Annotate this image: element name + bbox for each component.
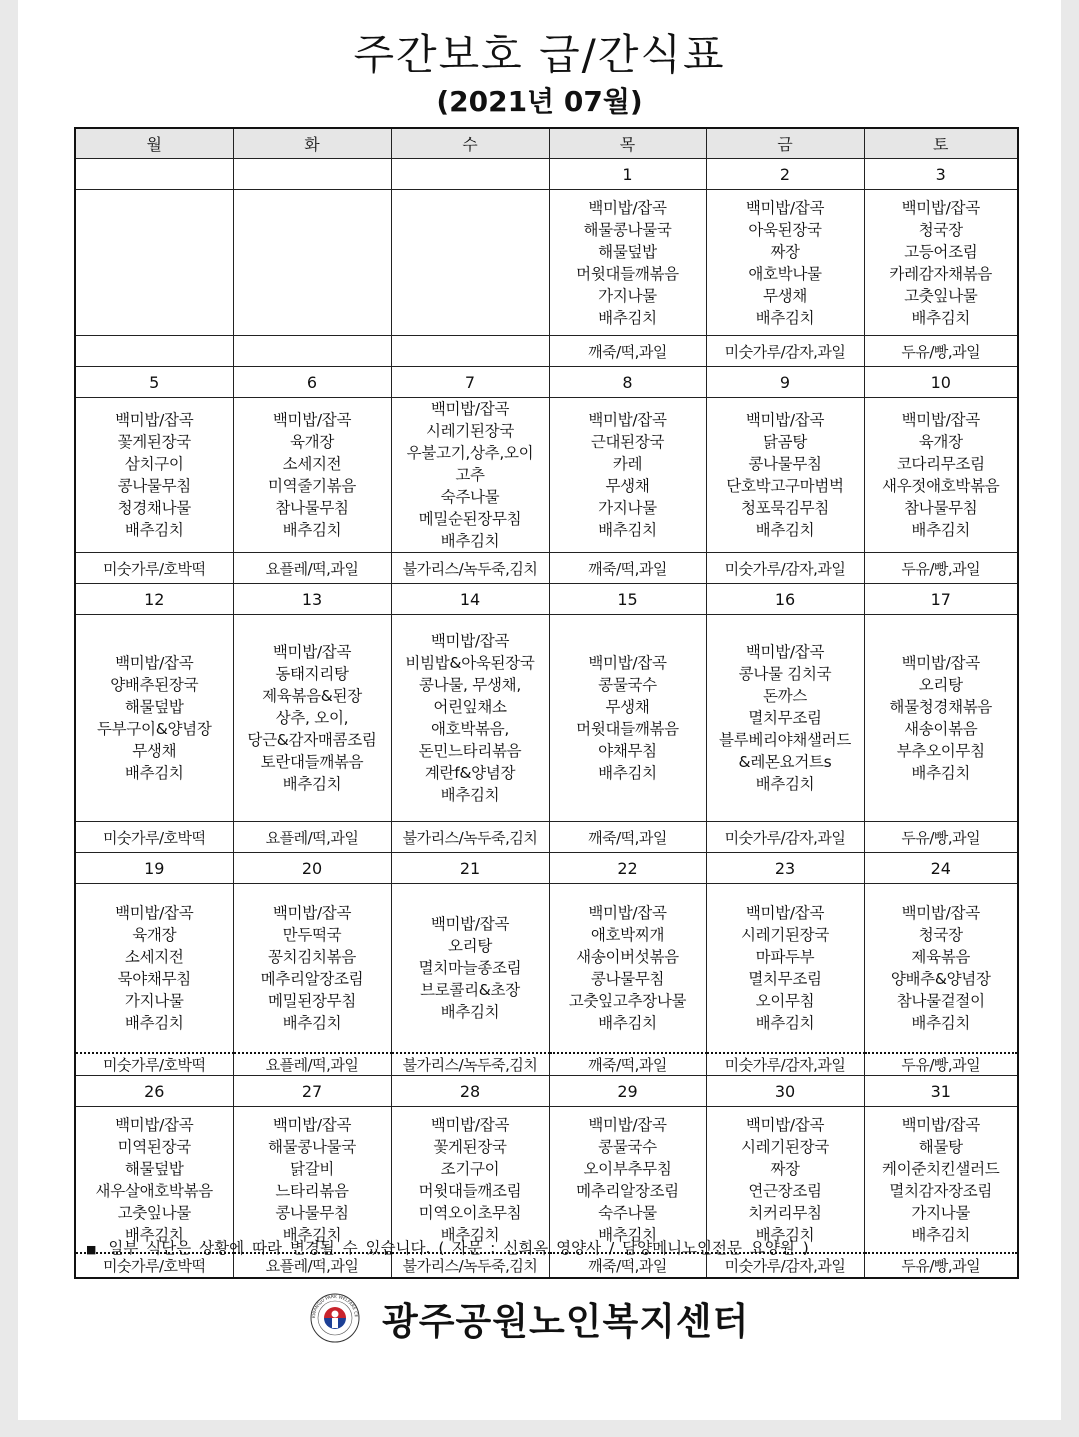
menu-item: 콩나물, 무생채, bbox=[419, 676, 521, 694]
snack-cell: 깨죽/떡,과일 bbox=[549, 822, 706, 853]
menu-item: 제육볶음 bbox=[911, 948, 971, 966]
menu-item: 멸치무조림 bbox=[748, 709, 822, 727]
menu-item: 느타리볶음 bbox=[275, 1181, 349, 1200]
date-cell: 9 bbox=[706, 367, 864, 398]
menu-item: 콩나물무침 bbox=[275, 1203, 349, 1222]
footnote bbox=[86, 1236, 809, 1258]
menu-item: 육개장 bbox=[289, 433, 335, 451]
menu-item: 백미밥/잡곡 bbox=[588, 198, 667, 217]
menu-item: 배추김치 bbox=[124, 1014, 184, 1032]
menu-item: 백미밥/잡곡 bbox=[430, 915, 510, 933]
date-cell: 6 bbox=[233, 367, 391, 398]
day-header: 수 bbox=[391, 128, 549, 159]
snack-row bbox=[75, 336, 1018, 367]
menu-item: 백미밥/잡곡 bbox=[272, 643, 352, 661]
menu-item: 청포묵김무침 bbox=[740, 499, 830, 517]
menu-item: 해물청경채볶음 bbox=[889, 698, 993, 716]
menu-item: 숙주나물 bbox=[440, 488, 500, 506]
menu-item: 배추김치 bbox=[124, 521, 184, 539]
meal-cell bbox=[549, 884, 706, 1054]
menu-item: 육개장 bbox=[918, 433, 963, 451]
date-cell: 5 bbox=[75, 367, 233, 398]
menu-item: 백미밥/잡곡 bbox=[430, 1115, 510, 1134]
date-cell: 31 bbox=[864, 1076, 1018, 1107]
menu-item: 배추김치 bbox=[598, 308, 657, 327]
meal-cell bbox=[864, 1107, 1018, 1254]
logo-text: KWANGJU PARK WELFARE CE bbox=[311, 1294, 359, 1319]
menu-item: 백미밥/잡곡 bbox=[745, 411, 825, 429]
snack-cell: 깨죽/떡,과일 bbox=[549, 553, 706, 584]
menu-item: 애호박볶음, bbox=[431, 720, 509, 738]
day-header: 목 bbox=[549, 128, 706, 159]
emblem-logo-icon bbox=[310, 1293, 360, 1343]
menu-item: 돈민느타리볶음 bbox=[418, 742, 522, 760]
snack-cell: 미숫가루/감자,과일 bbox=[706, 1253, 864, 1278]
meal-cell bbox=[75, 884, 233, 1054]
menu-item: 백미밥/잡곡 bbox=[115, 411, 194, 429]
menu-item: 돈까스 bbox=[762, 687, 808, 705]
menu-item: 메추리알장조림 bbox=[576, 1181, 679, 1200]
menu-item: 배추김치 bbox=[440, 532, 500, 550]
menu-item: 우불고기,상추,오이 bbox=[406, 444, 534, 462]
date-cell: 26 bbox=[75, 1076, 233, 1107]
menu-item: 배추김치 bbox=[124, 1225, 184, 1244]
menu-item: 멸치마늘종조림 bbox=[418, 959, 522, 977]
snack-cell: 미숫가루/호박떡 bbox=[75, 553, 233, 584]
day-header: 금 bbox=[706, 128, 864, 159]
meal-cell bbox=[706, 884, 864, 1054]
snack-cell: 미숫가루/감자,과일 bbox=[706, 1053, 864, 1076]
day-header: 화 bbox=[233, 128, 391, 159]
menu-item: 아욱된장국 bbox=[748, 220, 822, 239]
snack-cell: 깨죽/떡,과일 bbox=[549, 1253, 706, 1278]
menu-item: 고등어조림 bbox=[904, 242, 978, 261]
day-header: 토 bbox=[864, 128, 1018, 159]
menu-item: 꽁치김치볶음 bbox=[267, 948, 357, 966]
date-row bbox=[75, 367, 1018, 398]
menu-item: 배추김치 bbox=[124, 764, 184, 782]
date-cell: 14 bbox=[391, 584, 549, 615]
date-cell: 2 bbox=[706, 159, 864, 190]
menu-item: 고춧잎고추장나물 bbox=[568, 992, 687, 1010]
menu-item: 마파두부 bbox=[755, 948, 815, 966]
menu-item: 백미밥/잡곡 bbox=[901, 198, 980, 217]
meal-cell bbox=[391, 190, 549, 336]
menu-item: 오리탕 bbox=[918, 676, 963, 694]
menu-item: 참나물무침 bbox=[275, 499, 349, 517]
menu-item: 백미밥/잡곡 bbox=[272, 411, 352, 429]
date-cell: 7 bbox=[391, 367, 549, 398]
menu-item: 배추김치 bbox=[282, 521, 342, 539]
meal-row bbox=[75, 884, 1018, 1054]
menu-item: 백미밥/잡곡 bbox=[588, 411, 667, 429]
menu-item: 닭갈비 bbox=[289, 1159, 335, 1178]
menu-item: 배추김치 bbox=[911, 308, 971, 327]
snack-cell: 두유/빵,과일 bbox=[864, 822, 1018, 853]
menu-item: 콩물국수 bbox=[598, 1137, 657, 1156]
menu-item: 백미밥/잡곡 bbox=[745, 904, 825, 922]
menu-item: 무생채 bbox=[762, 286, 808, 305]
date-cell: 10 bbox=[864, 367, 1018, 398]
date-cell: 28 bbox=[391, 1076, 549, 1107]
menu-item: 가지나물 bbox=[124, 992, 184, 1010]
menu-item: 배추김치 bbox=[598, 764, 657, 782]
meal-cell bbox=[391, 1107, 549, 1254]
meal-cell bbox=[549, 1107, 706, 1254]
menu-item: 콩나물무침 bbox=[590, 970, 665, 988]
date-cell: 15 bbox=[549, 584, 706, 615]
menu-item: 백미밥/잡곡 bbox=[272, 1115, 352, 1134]
snack-cell: 미숫가루/호박떡 bbox=[75, 822, 233, 853]
menu-item: 야채무침 bbox=[598, 742, 657, 760]
snack-cell bbox=[391, 336, 549, 367]
menu-item: 카레감자채볶음 bbox=[889, 264, 993, 283]
snack-cell: 깨죽/떡,과일 bbox=[549, 1053, 706, 1076]
menu-item: 비빔밥&아욱된장국 bbox=[405, 654, 535, 672]
menu-item: 백미밥/잡곡 bbox=[115, 654, 194, 672]
menu-item: 백미밥/잡곡 bbox=[430, 400, 510, 418]
menu-item: 치커리무침 bbox=[748, 1203, 822, 1222]
menu-item: 시레기된장국 bbox=[740, 1137, 830, 1156]
menu-item: 연근장조림 bbox=[748, 1181, 822, 1200]
meal-cell bbox=[864, 190, 1018, 336]
snack-cell bbox=[75, 336, 233, 367]
snack-cell: 요플레/떡,과일 bbox=[233, 1053, 391, 1076]
meal-cell bbox=[864, 398, 1018, 553]
snack-cell: 미숫가루/호박떡 bbox=[75, 1253, 233, 1278]
menu-item: 백미밥/잡곡 bbox=[115, 904, 194, 922]
snack-row bbox=[75, 1053, 1018, 1076]
snack-cell: 두유/빵,과일 bbox=[864, 553, 1018, 584]
date-row bbox=[75, 853, 1018, 884]
menu-item: 배추김치 bbox=[440, 1225, 500, 1244]
date-row bbox=[75, 159, 1018, 190]
menu-item: 백미밥/잡곡 bbox=[901, 904, 980, 922]
menu-item: 백미밥/잡곡 bbox=[272, 904, 352, 922]
menu-item: 청국장 bbox=[918, 926, 963, 944]
menu-item: 백미밥/잡곡 bbox=[430, 632, 510, 650]
menu-item: 상추, 오이, bbox=[275, 709, 349, 727]
menu-item: 배추김치 bbox=[440, 1003, 500, 1021]
square-bullet-icon: ■ bbox=[86, 1243, 97, 1256]
menu-item: 배추김치 bbox=[911, 1014, 971, 1032]
meal-cell bbox=[233, 398, 391, 553]
menu-item: 삼치구이 bbox=[124, 455, 184, 473]
menu-item: 배추김치 bbox=[282, 775, 342, 793]
snack-cell: 미숫가루/감자,과일 bbox=[706, 336, 864, 367]
date-cell: 12 bbox=[75, 584, 233, 615]
menu-item: 근대된장국 bbox=[590, 433, 665, 451]
menu-item: 메추리알장조림 bbox=[260, 970, 364, 988]
menu-item: 짜장 bbox=[770, 1159, 800, 1178]
date-cell: 3 bbox=[864, 159, 1018, 190]
snack-cell: 불가리스/녹두죽,김치 bbox=[391, 553, 549, 584]
snack-cell: 불가리스/녹두죽,김치 bbox=[391, 1053, 549, 1076]
menu-item: 해물탕 bbox=[918, 1137, 963, 1156]
menu-item: 단호박고구마범벅 bbox=[726, 477, 844, 495]
menu-item: 계란f&양념장 bbox=[424, 764, 516, 782]
menu-item: 가지나물 bbox=[598, 499, 657, 517]
menu-item: 백미밥/잡곡 bbox=[745, 1115, 825, 1134]
meal-cell bbox=[391, 884, 549, 1054]
menu-item: 참나물겉절이 bbox=[896, 992, 985, 1010]
snack-row bbox=[75, 553, 1018, 584]
snack-cell: 미숫가루/감자,과일 bbox=[706, 553, 864, 584]
date-cell bbox=[391, 159, 549, 190]
date-cell: 13 bbox=[233, 584, 391, 615]
date-cell: 16 bbox=[706, 584, 864, 615]
menu-item: 코다리무조림 bbox=[896, 455, 985, 473]
meal-cell bbox=[864, 884, 1018, 1054]
menu-item: 머윗대들깨볶음 bbox=[576, 264, 679, 283]
menu-item: &레몬요거트s bbox=[738, 753, 832, 771]
meal-cell bbox=[233, 615, 391, 822]
menu-item: 배추김치 bbox=[755, 1225, 815, 1244]
page-title: 주간보호 급/간식표 bbox=[353, 30, 726, 79]
meal-cell bbox=[75, 1107, 233, 1254]
menu-item: 백미밥/잡곡 bbox=[115, 1115, 194, 1134]
menu-item: 제육볶음&된장 bbox=[262, 687, 362, 705]
date-cell: 29 bbox=[549, 1076, 706, 1107]
menu-item: 시레기된장국 bbox=[740, 926, 830, 944]
meal-cell bbox=[75, 398, 233, 553]
meal-cell bbox=[75, 615, 233, 822]
menu-item: 새우젓애호박볶음 bbox=[882, 477, 1000, 495]
snack-cell: 두유/빵,과일 bbox=[864, 1253, 1018, 1278]
menu-item: 당근&감자매콤조림 bbox=[247, 731, 377, 749]
date-cell: 30 bbox=[706, 1076, 864, 1107]
menu-item: 콩나물무침 bbox=[748, 455, 822, 473]
menu-item: 배추김치 bbox=[755, 521, 815, 539]
menu-item: 미역된장국 bbox=[117, 1137, 191, 1156]
date-cell: 23 bbox=[706, 853, 864, 884]
menu-item: 미역오이초무침 bbox=[418, 1203, 522, 1222]
menu-item: 해물덮밥 bbox=[598, 242, 657, 261]
menu-item: 꽃게된장국 bbox=[433, 1137, 507, 1156]
menu-item: 꽃게된장국 bbox=[117, 433, 191, 451]
menu-item: 백미밥/잡곡 bbox=[901, 411, 980, 429]
meal-row bbox=[75, 1107, 1018, 1254]
menu-item: 토란대들깨볶음 bbox=[260, 753, 364, 771]
meal-cell bbox=[549, 190, 706, 336]
menu-item: 새송이볶음 bbox=[904, 720, 978, 738]
snack-cell: 미숫가루/감자,과일 bbox=[706, 822, 864, 853]
menu-table bbox=[74, 127, 1019, 1279]
snack-cell: 깨죽/떡,과일 bbox=[549, 336, 706, 367]
menu-item: 가지나물 bbox=[911, 1203, 971, 1222]
menu-item: 육개장 bbox=[132, 926, 177, 944]
menu-item: 배추김치 bbox=[598, 1014, 657, 1032]
snack-cell: 두유/빵,과일 bbox=[864, 1053, 1018, 1076]
menu-item: 콩물국수 bbox=[598, 676, 657, 694]
menu-item: 백미밥/잡곡 bbox=[901, 654, 980, 672]
date-row bbox=[75, 584, 1018, 615]
menu-item: 새송이버섯볶음 bbox=[576, 948, 679, 966]
meal-row bbox=[75, 190, 1018, 336]
menu-item: 케이준치킨샐러드 bbox=[882, 1159, 1000, 1178]
menu-item: 메밀순된장무침 bbox=[418, 510, 522, 528]
menu-item: 동태지리탕 bbox=[275, 665, 349, 683]
meal-cell bbox=[706, 1107, 864, 1254]
menu-item: 블루베리야채샐러드 bbox=[718, 731, 852, 749]
menu-item: 해물덮밥 bbox=[124, 1159, 184, 1178]
menu-item: 배추김치 bbox=[440, 786, 500, 804]
snack-cell: 요플레/떡,과일 bbox=[233, 553, 391, 584]
menu-item: 배추김치 bbox=[282, 1014, 342, 1032]
snack-row bbox=[75, 822, 1018, 853]
menu-item: 배추김치 bbox=[911, 764, 971, 782]
menu-item: 해물콩나물국 bbox=[583, 220, 672, 239]
menu-item: 가지나물 bbox=[598, 286, 657, 305]
menu-item: 백미밥/잡곡 bbox=[745, 198, 825, 217]
menu-item: 짜장 bbox=[770, 242, 800, 261]
date-cell: 22 bbox=[549, 853, 706, 884]
meal-cell bbox=[75, 190, 233, 336]
date-cell: 27 bbox=[233, 1076, 391, 1107]
menu-item: 어린잎채소 bbox=[433, 698, 507, 716]
menu-item: 양배추된장국 bbox=[110, 676, 199, 694]
date-row bbox=[75, 1076, 1018, 1107]
menu-item: 소세지전 bbox=[282, 455, 342, 473]
meal-row bbox=[75, 398, 1018, 553]
day-header-row bbox=[75, 128, 1018, 159]
menu-item: 배추김치 bbox=[911, 1225, 971, 1244]
menu-item: 백미밥/잡곡 bbox=[901, 1115, 980, 1134]
menu-item: 소세지전 bbox=[124, 948, 184, 966]
menu-item: 콩나물 김치국 bbox=[738, 665, 832, 683]
menu-item: 무생채 bbox=[132, 742, 177, 760]
menu-item: 백미밥/잡곡 bbox=[588, 1115, 667, 1134]
meal-cell bbox=[233, 190, 391, 336]
menu-item: 닭곰탕 bbox=[762, 433, 808, 451]
meal-cell bbox=[391, 615, 549, 822]
menu-body bbox=[75, 159, 1018, 1279]
menu-item: 미역줄기볶음 bbox=[267, 477, 357, 495]
menu-item: 애호박나물 bbox=[748, 264, 822, 283]
menu-item: 무생채 bbox=[605, 698, 650, 716]
menu-item: 고춧잎나물 bbox=[117, 1203, 191, 1222]
date-cell: 21 bbox=[391, 853, 549, 884]
snack-cell: 미숫가루/호박떡 bbox=[75, 1053, 233, 1076]
meal-cell bbox=[549, 615, 706, 822]
meal-cell bbox=[391, 398, 549, 553]
meal-cell bbox=[706, 398, 864, 553]
menu-item: 배추김치 bbox=[755, 775, 815, 793]
date-cell: 19 bbox=[75, 853, 233, 884]
menu-item: 배추김치 bbox=[755, 1014, 815, 1032]
menu-item: 카레 bbox=[612, 455, 643, 473]
meal-cell bbox=[233, 884, 391, 1054]
menu-item: 시레기된장국 bbox=[425, 422, 515, 440]
day-header: 월 bbox=[75, 128, 233, 159]
menu-item: 배추김치 bbox=[598, 521, 657, 539]
menu-item: 고추 bbox=[455, 466, 485, 484]
snack-cell: 불가리스/녹두죽,김치 bbox=[391, 1253, 549, 1278]
menu-item: 해물콩나물국 bbox=[267, 1137, 357, 1156]
menu-item: 고춧잎나물 bbox=[904, 286, 978, 305]
menu-item: 새우살애호박볶음 bbox=[95, 1181, 213, 1200]
menu-item: 배추김치 bbox=[911, 521, 971, 539]
meal-cell bbox=[706, 615, 864, 822]
meal-row bbox=[75, 615, 1018, 822]
menu-item: 배추김치 bbox=[282, 1225, 342, 1244]
snack-cell: 요플레/떡,과일 bbox=[233, 822, 391, 853]
menu-item: 청국장 bbox=[918, 220, 963, 239]
snack-cell: 두유/빵,과일 bbox=[864, 336, 1018, 367]
menu-item: 멸치무조림 bbox=[748, 970, 822, 988]
menu-item: 해물덮밥 bbox=[124, 698, 184, 716]
date-cell: 17 bbox=[864, 584, 1018, 615]
date-cell: 24 bbox=[864, 853, 1018, 884]
snack-cell: 요플레/떡,과일 bbox=[233, 1253, 391, 1278]
menu-item: 오이무침 bbox=[755, 992, 815, 1010]
menu-item: 백미밥/잡곡 bbox=[588, 654, 667, 672]
menu-item: 백미밥/잡곡 bbox=[745, 643, 825, 661]
menu-item: 머윗대들깨볶음 bbox=[576, 720, 679, 738]
menu-item: 메밀된장무침 bbox=[267, 992, 357, 1010]
footnote-text: 일부 식단은 상황에 따라 변경될 수 있습니다. ( 자문 : 신희옥 영양사 / 담양메니노인전문 요양원 ) bbox=[108, 1239, 809, 1257]
menu-item: 콩나물무침 bbox=[117, 477, 191, 495]
menu-item: 멸치감자장조림 bbox=[889, 1181, 993, 1200]
date-cell bbox=[233, 159, 391, 190]
date-cell: 20 bbox=[233, 853, 391, 884]
menu-item: 애호박찌개 bbox=[590, 926, 665, 944]
date-cell: 1 bbox=[549, 159, 706, 190]
menu-item: 조기구이 bbox=[440, 1159, 500, 1178]
menu-item: 무생채 bbox=[605, 477, 650, 495]
menu-item: 숙주나물 bbox=[598, 1203, 657, 1222]
menu-item: 배추김치 bbox=[598, 1225, 657, 1244]
snack-cell: 불가리스/녹두죽,김치 bbox=[391, 822, 549, 853]
meal-cell bbox=[549, 398, 706, 553]
menu-item: 묵야채무침 bbox=[117, 970, 191, 988]
menu-item: 청경채나물 bbox=[117, 499, 191, 517]
menu-item: 두부구이&양념장 bbox=[97, 720, 212, 738]
menu-item: 브로콜리&초장 bbox=[420, 981, 520, 999]
meal-cell bbox=[706, 190, 864, 336]
menu-item: 만두떡국 bbox=[282, 926, 342, 944]
menu-item: 참나물무침 bbox=[904, 499, 978, 517]
menu-item: 부추오이무침 bbox=[896, 742, 985, 760]
meal-cell bbox=[233, 1107, 391, 1254]
menu-item: 머윗대들깨조림 bbox=[418, 1181, 522, 1200]
menu-item: 오리탕 bbox=[447, 937, 493, 955]
menu-item: 배추김치 bbox=[755, 308, 815, 327]
menu-item: 양배추&양념장 bbox=[890, 970, 991, 988]
snack-cell bbox=[233, 336, 391, 367]
footer bbox=[310, 1293, 749, 1343]
date-cell bbox=[75, 159, 233, 190]
menu-item: 백미밥/잡곡 bbox=[588, 904, 667, 922]
menu-item: 오이부추무침 bbox=[583, 1159, 672, 1178]
center-name: 광주공원노인복지센터 bbox=[382, 1300, 750, 1343]
page-subtitle: (2021년 07월) bbox=[436, 85, 643, 118]
date-cell: 8 bbox=[549, 367, 706, 398]
meal-cell bbox=[864, 615, 1018, 822]
